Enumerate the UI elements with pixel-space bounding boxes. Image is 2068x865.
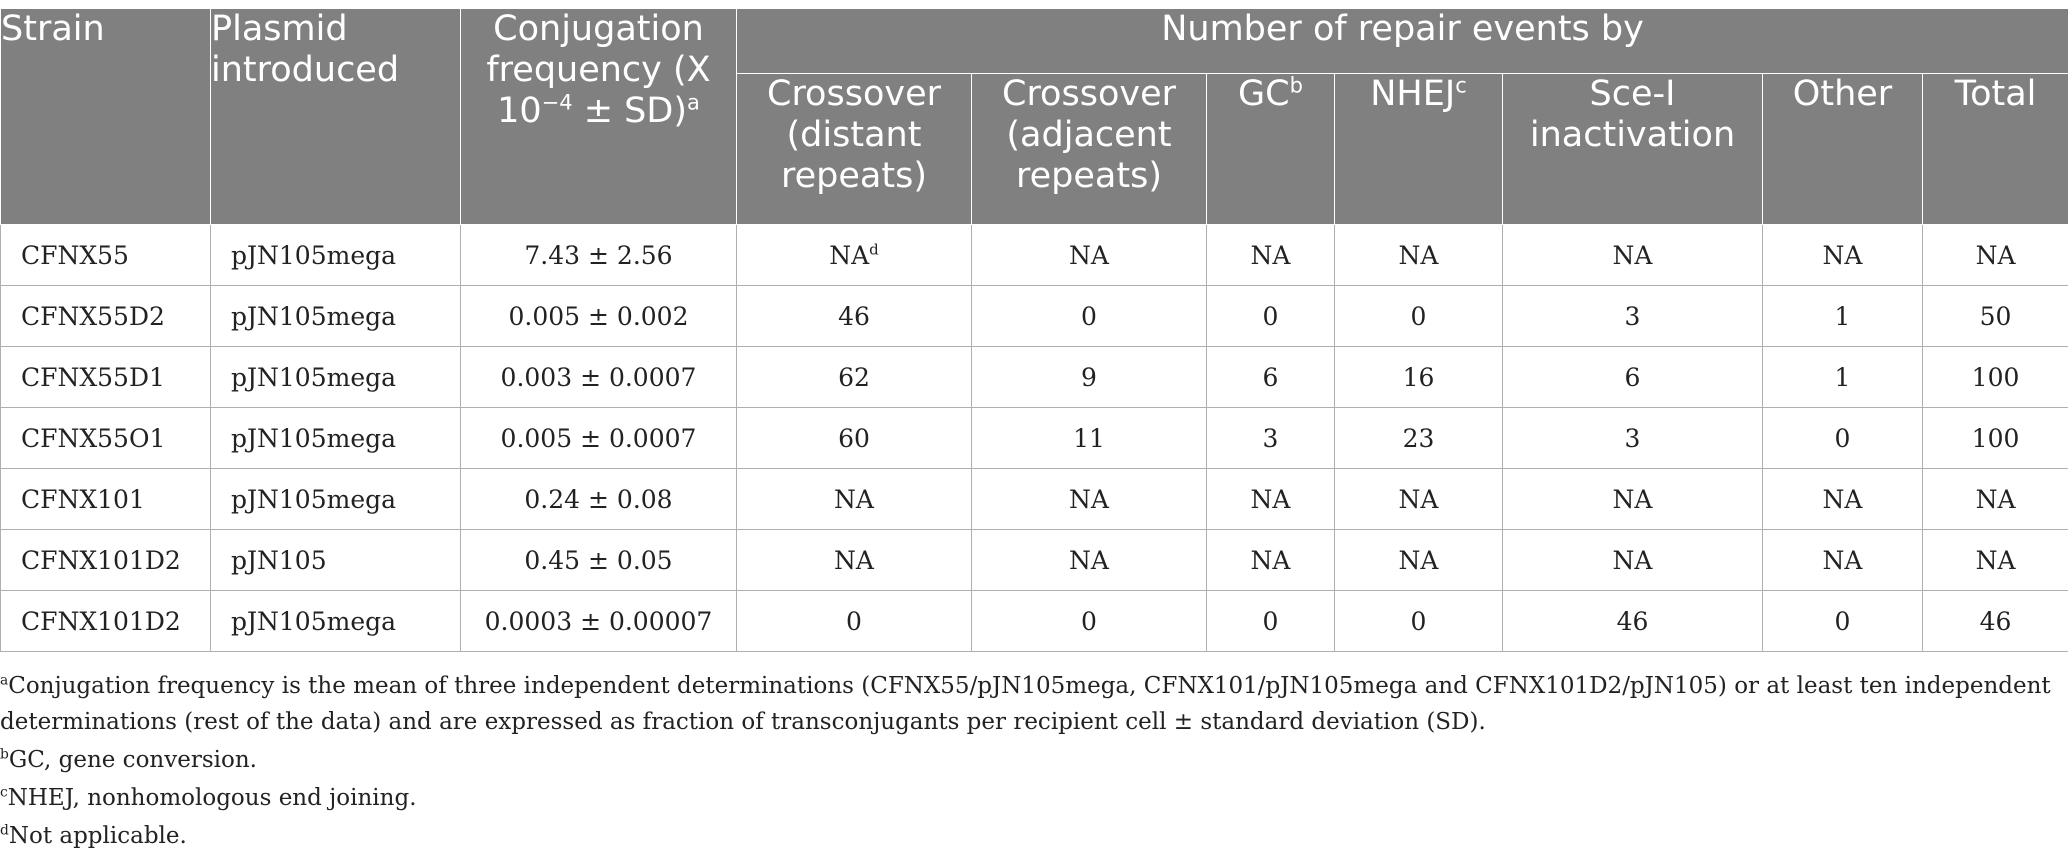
footnote-mark: a: [0, 672, 9, 689]
cell-value: 6: [1624, 362, 1641, 392]
cell-value: NA: [1975, 484, 2016, 514]
footnote: [0, 742, 2060, 778]
cell-value: 16: [1402, 362, 1435, 392]
cell-value: 23: [1402, 423, 1435, 453]
cell-other: [1763, 225, 1923, 286]
cell-c2: [972, 408, 1207, 469]
cell-value: NA: [829, 240, 870, 270]
cell-value: 60: [838, 423, 870, 453]
cell-value: pJN105mega: [231, 423, 397, 453]
cell-plasmid: [211, 347, 461, 408]
cell-value: 62: [838, 362, 870, 392]
header-frequency-label: Conjugation frequency (X 10: [486, 9, 711, 131]
cell-value: NA: [1398, 545, 1439, 575]
cell-plasmid: [211, 408, 461, 469]
cell-other: [1763, 469, 1923, 530]
cell-value: NA: [1612, 240, 1653, 270]
cell-value: NA: [1612, 484, 1653, 514]
table-row: [1, 469, 2068, 530]
cell-value: 7.43 ± 2.56: [524, 240, 673, 270]
cell-value: NA: [834, 484, 874, 514]
footnote-text: Not applicable.: [8, 823, 187, 849]
cell-value: 0: [1262, 301, 1279, 331]
subheader-label: Total: [1954, 74, 2037, 114]
cell-gc: [1207, 225, 1335, 286]
cell-c1: [737, 347, 972, 408]
cell-value: NA: [1398, 240, 1439, 270]
cell-freq: [461, 408, 737, 469]
cell-value: NA: [1250, 240, 1291, 270]
cell-value: pJN105: [231, 545, 327, 575]
subheader-label: Other: [1792, 74, 1893, 114]
subheader-4: [1503, 74, 1763, 225]
cell-gc: [1207, 286, 1335, 347]
cell-c2: [972, 530, 1207, 591]
cell-value: 0: [1834, 423, 1851, 453]
cell-gc: [1207, 530, 1335, 591]
header-frequency-pm: ± SD): [572, 91, 688, 131]
cell-value: pJN105mega: [231, 362, 397, 392]
cell-nhej: [1335, 286, 1503, 347]
cell-value: 100: [1971, 362, 2020, 392]
cell-nhej: [1335, 408, 1503, 469]
footnote-text: GC, gene conversion.: [8, 747, 257, 773]
cell-c1: [737, 469, 972, 530]
cell-plasmid: [211, 591, 461, 652]
cell-value: NA: [1250, 484, 1291, 514]
footnote-text: Conjugation frequency is the mean of three independent determinations (CFNX55/pJN105mega, CFNX101/pJN105mega and CFNX101D2/pJN105) or at least ten independent determinations (rest of the data) and are expressed as fraction of transconjugants per recipient cell ± standard deviation (SD).: [0, 673, 2051, 735]
subheader-5: [1763, 74, 1923, 225]
cell-strain: [1, 286, 211, 347]
cell-sce: [1503, 408, 1763, 469]
cell-strain: [1, 530, 211, 591]
footnote-text: NHEJ, nonhomologous end joining.: [7, 785, 417, 811]
cell-value: 3: [1262, 423, 1279, 453]
subheader-0: [737, 74, 972, 225]
subheader-1: [972, 74, 1207, 225]
header-repair-events-group: Number of repair events by: [737, 9, 2068, 74]
cell-c1: [737, 286, 972, 347]
cell-total: [1923, 530, 2068, 591]
cell-value: 3: [1624, 301, 1641, 331]
cell-other: [1763, 591, 1923, 652]
cell-value: NA: [1822, 240, 1863, 270]
subheader-label: Sce-I inactivation: [1529, 74, 1736, 155]
cell-value: NA: [1069, 240, 1109, 270]
cell-value: 0: [1081, 606, 1097, 636]
cell-value: 0: [846, 606, 862, 636]
cell-c2: [972, 591, 1207, 652]
cell-total: [1923, 286, 2068, 347]
subheader-label: Crossover (adjacent repeats): [1002, 74, 1176, 196]
cell-total: [1923, 469, 2068, 530]
subheader-2: [1207, 74, 1335, 225]
cell-value: 0.24 ± 0.08: [524, 484, 673, 514]
cell-freq: [461, 469, 737, 530]
cell-strain: [1, 591, 211, 652]
cell-value: NA: [1975, 545, 2016, 575]
subheader-label: Crossover (distant repeats): [767, 74, 941, 196]
repair-events-table: [0, 8, 2068, 652]
table-row: [1, 530, 2068, 591]
cell-value: 1: [1834, 362, 1851, 392]
header-frequency: [461, 9, 737, 225]
footnote-mark: d: [0, 822, 9, 839]
cell-total: [1923, 408, 2068, 469]
cell-sce: [1503, 469, 1763, 530]
cell-c1: [737, 591, 972, 652]
cell-strain: [1, 347, 211, 408]
cell-value: 0.005 ± 0.002: [508, 301, 689, 331]
cell-value: NA: [1069, 484, 1109, 514]
subheader-label: GC: [1238, 74, 1290, 114]
footnote: [0, 668, 2060, 740]
cell-value: pJN105mega: [231, 484, 397, 514]
cell-total: [1923, 591, 2068, 652]
cell-sce: [1503, 591, 1763, 652]
subheader-label: NHEJ: [1370, 74, 1456, 114]
cell-value: 100: [1971, 423, 2020, 453]
cell-nhej: [1335, 469, 1503, 530]
cell-other: [1763, 408, 1923, 469]
cell-value: CFNX101D2: [21, 545, 181, 575]
cell-freq: [461, 530, 737, 591]
cell-nhej: [1335, 347, 1503, 408]
cell-c1: [737, 408, 972, 469]
header-plasmid-label: Plasmid introduced: [211, 9, 400, 90]
cell-value: 6: [1262, 362, 1279, 392]
cell-value: NA: [1069, 545, 1109, 575]
cell-value: pJN105mega: [231, 240, 397, 270]
table-row: [1, 591, 2068, 652]
cell-strain: [1, 408, 211, 469]
cell-c2: [972, 469, 1207, 530]
cell-value: CFNX55D2: [21, 301, 165, 331]
cell-value: NA: [834, 545, 874, 575]
cell-value: 50: [1979, 301, 2012, 331]
cell-strain: [1, 225, 211, 286]
cell-gc: [1207, 347, 1335, 408]
cell-value: 9: [1081, 362, 1097, 392]
cell-value: 46: [838, 301, 870, 331]
cell-value: 46: [1616, 606, 1649, 636]
cell-c1: [737, 225, 972, 286]
cell-freq: [461, 347, 737, 408]
footnote-mark: b: [0, 746, 9, 763]
cell-value: pJN105mega: [231, 301, 397, 331]
cell-other: [1763, 286, 1923, 347]
cell-sce: [1503, 286, 1763, 347]
header-frequency-footnote: a: [687, 90, 700, 115]
cell-gc: [1207, 408, 1335, 469]
cell-gc: [1207, 591, 1335, 652]
cell-value: 0: [1834, 606, 1851, 636]
cell-value: NA: [1398, 484, 1439, 514]
cell-value: NA: [1975, 240, 2016, 270]
header-strain: Strain: [1, 9, 211, 225]
cell-plasmid: [211, 530, 461, 591]
cell-value: NA: [1822, 545, 1863, 575]
cell-plasmid: [211, 469, 461, 530]
cell-total: [1923, 225, 2068, 286]
header-frequency-exponent: −4: [541, 90, 573, 115]
cell-freq: [461, 225, 737, 286]
subheader-footnote-mark: c: [1455, 73, 1467, 98]
cell-value: 0: [1081, 301, 1097, 331]
cell-c2: [972, 225, 1207, 286]
table-row: [1, 347, 2068, 408]
cell-value: CFNX101D2: [21, 606, 181, 636]
table-row: [1, 408, 2068, 469]
cell-total: [1923, 347, 2068, 408]
cell-value: 1: [1834, 301, 1851, 331]
cell-value: 46: [1979, 606, 2012, 636]
cell-sce: [1503, 225, 1763, 286]
cell-freq: [461, 286, 737, 347]
cell-value: 0: [1410, 606, 1427, 636]
footnotes: [0, 668, 2060, 856]
cell-value: CFNX55: [21, 240, 129, 270]
cell-value: 3: [1624, 423, 1641, 453]
cell-other: [1763, 347, 1923, 408]
table-row: [1, 225, 2068, 286]
cell-value: NA: [1250, 545, 1291, 575]
cell-plasmid: [211, 225, 461, 286]
cell-nhej: [1335, 530, 1503, 591]
cell-c2: [972, 347, 1207, 408]
cell-value: 0.003 ± 0.0007: [500, 362, 697, 392]
cell-value: 0.45 ± 0.05: [524, 545, 673, 575]
footnote-mark: c: [0, 784, 8, 801]
cell-plasmid: [211, 286, 461, 347]
header-plasmid: [211, 9, 461, 225]
subheader-3: [1335, 74, 1503, 225]
cell-strain: [1, 469, 211, 530]
cell-value: 0: [1410, 301, 1427, 331]
footnote: [0, 780, 2060, 816]
footnote: [0, 818, 2060, 854]
cell-sce: [1503, 347, 1763, 408]
cell-c1: [737, 530, 972, 591]
cell-freq: [461, 591, 737, 652]
cell-other: [1763, 530, 1923, 591]
cell-nhej: [1335, 225, 1503, 286]
cell-value: 0: [1262, 606, 1279, 636]
cell-value: CFNX55O1: [21, 423, 166, 453]
cell-value: CFNX55D1: [21, 362, 165, 392]
cell-value: NA: [1612, 545, 1653, 575]
cell-footnote-mark: d: [869, 240, 879, 259]
cell-value: pJN105mega: [231, 606, 397, 636]
cell-c2: [972, 286, 1207, 347]
cell-value: CFNX101: [21, 484, 145, 514]
table-row: [1, 286, 2068, 347]
cell-nhej: [1335, 591, 1503, 652]
cell-value: 11: [1073, 423, 1105, 453]
subheader-footnote-mark: b: [1289, 73, 1303, 98]
cell-value: 0.005 ± 0.0007: [500, 423, 697, 453]
cell-sce: [1503, 530, 1763, 591]
cell-gc: [1207, 469, 1335, 530]
cell-value: NA: [1822, 484, 1863, 514]
cell-value: 0.0003 ± 0.00007: [484, 606, 713, 636]
subheader-6: [1923, 74, 2068, 225]
